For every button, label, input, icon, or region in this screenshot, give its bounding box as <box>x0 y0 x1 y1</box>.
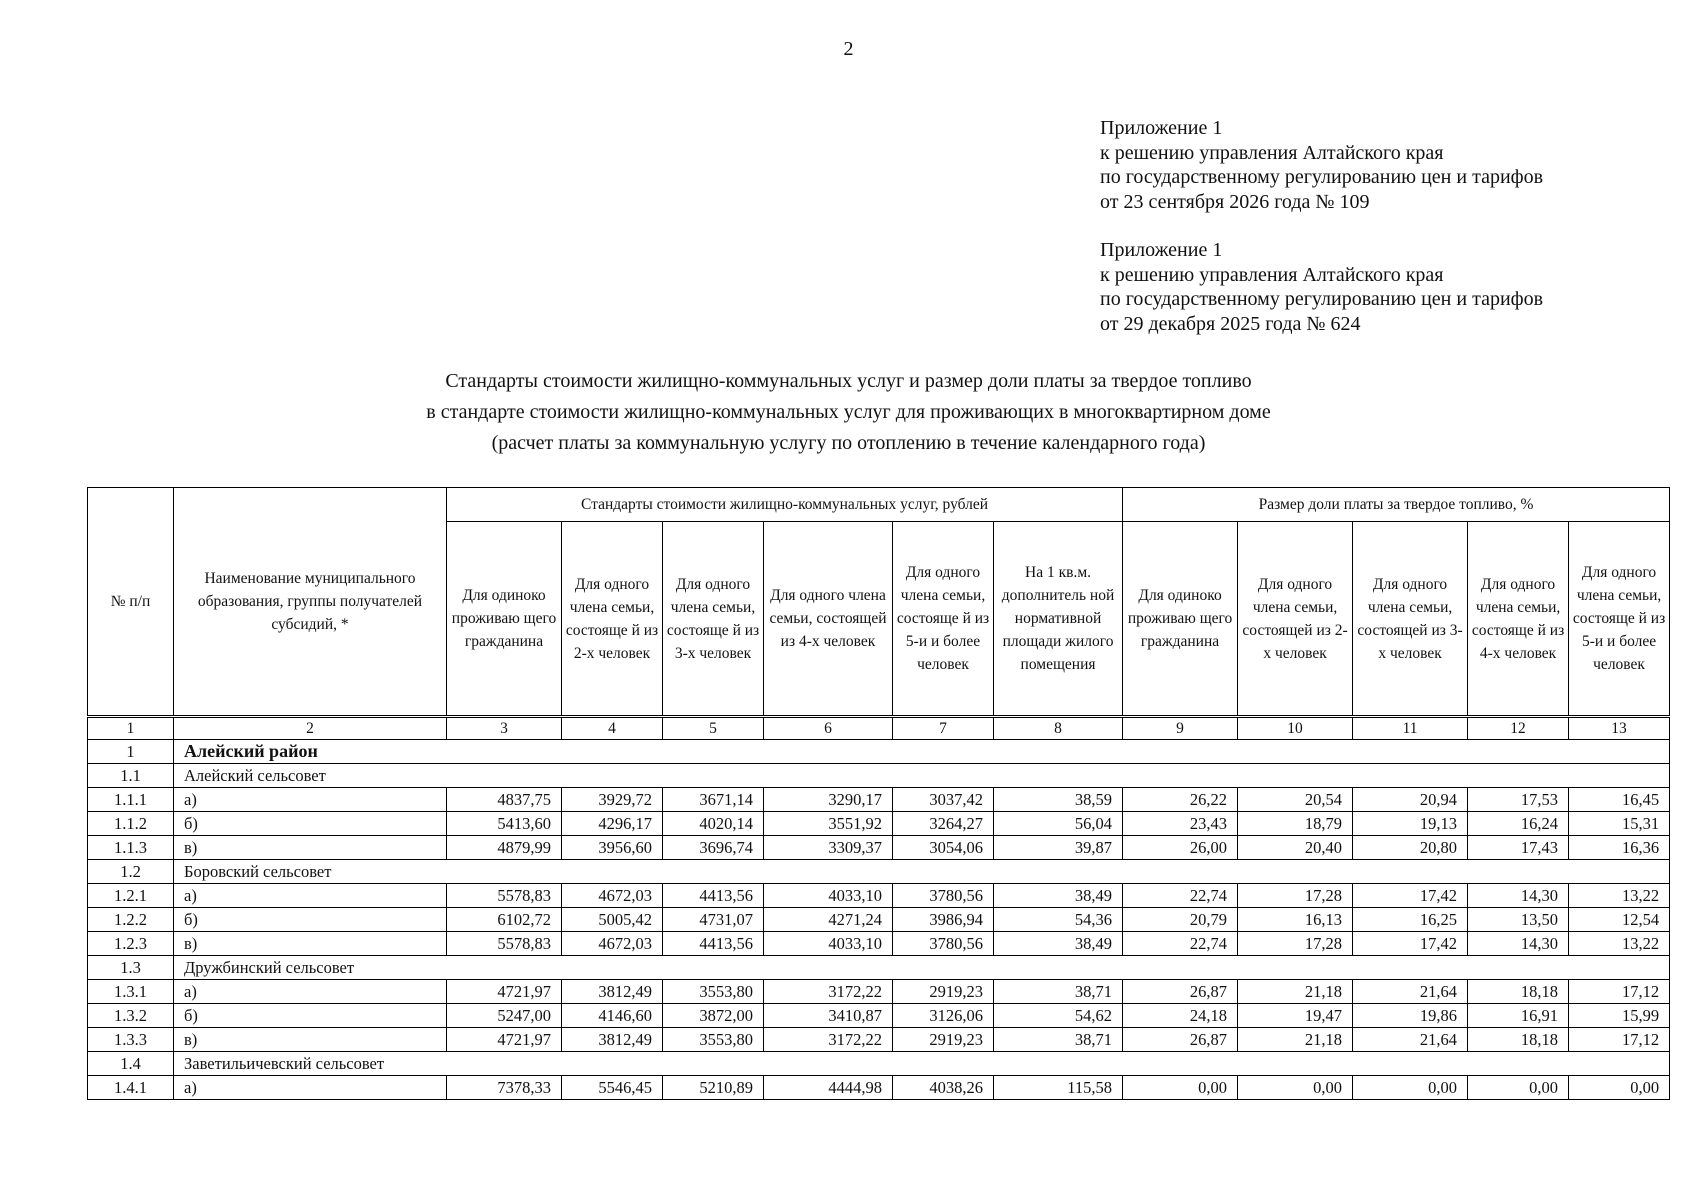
value-cell: 3054,06 <box>893 836 994 860</box>
value-cell: 14,30 <box>1468 884 1569 908</box>
title-line: в стандарте стоимости жилищно-коммунальных услуг для проживающих в многоквартирном доме <box>426 401 1271 423</box>
council-row <box>88 860 1670 884</box>
value-cell: 22,74 <box>1123 884 1238 908</box>
value-cell: 2919,23 <box>893 1028 994 1052</box>
value-cell: 38,71 <box>994 1028 1123 1052</box>
value-cell: 4672,03 <box>562 884 663 908</box>
council-name: Дружбинский сельсовет <box>174 956 1670 980</box>
value-cell: 4146,60 <box>562 1004 663 1028</box>
table-row <box>88 932 1670 956</box>
value-cell: 4672,03 <box>562 932 663 956</box>
header-sub: На 1 кв.м. дополнитель ной нормативной площади жилого помещения <box>994 522 1123 717</box>
value-cell: 4721,97 <box>447 1028 562 1052</box>
district-name: Алейский район <box>174 740 1670 764</box>
value-cell: 115,58 <box>994 1076 1123 1100</box>
value-cell: 18,18 <box>1468 1028 1569 1052</box>
column-number: 13 <box>1569 717 1670 740</box>
value-cell: 2919,23 <box>893 980 994 1004</box>
table-row <box>88 788 1670 812</box>
page-number: 2 <box>843 38 854 60</box>
value-cell: 18,79 <box>1238 812 1353 836</box>
header-sub: Для одиноко проживаю щего гражданина <box>1123 522 1238 717</box>
value-cell: 3037,42 <box>893 788 994 812</box>
value-cell: 18,18 <box>1468 980 1569 1004</box>
value-cell: 3290,17 <box>764 788 893 812</box>
value-cell: 0,00 <box>1238 1076 1353 1100</box>
recipient-group: а) <box>174 1076 447 1100</box>
value-cell: 19,13 <box>1353 812 1468 836</box>
column-number: 8 <box>994 717 1123 740</box>
recipient-group: б) <box>174 812 447 836</box>
row-code: 1.3.3 <box>88 1028 174 1052</box>
table-row <box>88 1004 1670 1028</box>
table-row <box>88 980 1670 1004</box>
column-number: 11 <box>1353 717 1468 740</box>
value-cell: 26,22 <box>1123 788 1238 812</box>
value-cell: 3410,87 <box>764 1004 893 1028</box>
column-number: 1 <box>88 717 174 740</box>
column-number: 3 <box>447 717 562 740</box>
table-body <box>88 740 1670 1100</box>
value-cell: 4413,56 <box>663 884 764 908</box>
value-cell: 4444,98 <box>764 1076 893 1100</box>
title-line: (расчет платы за коммунальную услугу по отоплению в течение календарного года) <box>491 432 1206 454</box>
row-code: 1.1.2 <box>88 812 174 836</box>
recipient-group: а) <box>174 884 447 908</box>
recipient-group: б) <box>174 1004 447 1028</box>
recipient-group: а) <box>174 788 447 812</box>
header-sub: Для одного члена семьи, состояще й из 3-х человек <box>663 522 764 717</box>
value-cell: 3956,60 <box>562 836 663 860</box>
value-cell: 17,43 <box>1468 836 1569 860</box>
value-cell: 4296,17 <box>562 812 663 836</box>
value-cell: 54,62 <box>994 1004 1123 1028</box>
council-code: 1.3 <box>88 956 174 980</box>
value-cell: 16,13 <box>1238 908 1353 932</box>
value-cell: 4033,10 <box>764 932 893 956</box>
value-cell: 5413,60 <box>447 812 562 836</box>
header-sub: Для одиноко проживаю щего гражданина <box>447 522 562 717</box>
value-cell: 3309,37 <box>764 836 893 860</box>
header-sub: Для одного члена семьи, состояще й из 5-и и более человек <box>893 522 994 717</box>
value-cell: 7378,33 <box>447 1076 562 1100</box>
value-cell: 13,22 <box>1569 884 1670 908</box>
column-number: 7 <box>893 717 994 740</box>
value-cell: 21,18 <box>1238 980 1353 1004</box>
value-cell: 4879,99 <box>447 836 562 860</box>
header-row-number: № п/п <box>88 488 174 717</box>
value-cell: 17,12 <box>1569 980 1670 1004</box>
header-sub: Для одного члена семьи, состоящей из 2-х человек <box>1238 522 1353 717</box>
value-cell: 17,42 <box>1353 932 1468 956</box>
value-cell: 38,49 <box>994 884 1123 908</box>
value-cell: 4837,75 <box>447 788 562 812</box>
value-cell: 5578,83 <box>447 932 562 956</box>
value-cell: 21,18 <box>1238 1028 1353 1052</box>
value-cell: 17,12 <box>1569 1028 1670 1052</box>
value-cell: 21,64 <box>1353 980 1468 1004</box>
value-cell: 26,87 <box>1123 1028 1238 1052</box>
recipient-group: а) <box>174 980 447 1004</box>
value-cell: 26,87 <box>1123 980 1238 1004</box>
appendix-line: по государственному регулированию цен и тарифов <box>1100 166 1544 188</box>
header-group-fuel-share: Размер доли платы за твердое топливо, % <box>1123 488 1670 522</box>
value-cell: 3264,27 <box>893 812 994 836</box>
document-title <box>0 366 1697 459</box>
value-cell: 19,47 <box>1238 1004 1353 1028</box>
value-cell: 5005,42 <box>562 908 663 932</box>
recipient-group: в) <box>174 836 447 860</box>
council-row <box>88 956 1670 980</box>
value-cell: 20,94 <box>1353 788 1468 812</box>
value-cell: 16,24 <box>1468 812 1569 836</box>
column-number: 5 <box>663 717 764 740</box>
appendix-line: от 29 декабря 2025 года № 624 <box>1100 312 1361 335</box>
header-group-standards: Стандарты стоимости жилищно-коммунальных услуг, рублей <box>447 488 1123 522</box>
row-code: 1.1.3 <box>88 836 174 860</box>
value-cell: 0,00 <box>1569 1076 1670 1100</box>
value-cell: 3696,74 <box>663 836 764 860</box>
header-sub: Для одного члена семьи, состоящей из 3-х человек <box>1353 522 1468 717</box>
value-cell: 15,99 <box>1569 1004 1670 1028</box>
column-number: 6 <box>764 717 893 740</box>
table-row <box>88 1028 1670 1052</box>
value-cell: 16,25 <box>1353 908 1468 932</box>
value-cell: 16,91 <box>1468 1004 1569 1028</box>
council-name: Боровский сельсовет <box>174 860 1670 884</box>
value-cell: 24,18 <box>1123 1004 1238 1028</box>
value-cell: 15,31 <box>1569 812 1670 836</box>
value-cell: 3812,49 <box>562 1028 663 1052</box>
table-row <box>88 812 1670 836</box>
value-cell: 3929,72 <box>562 788 663 812</box>
value-cell: 16,36 <box>1569 836 1670 860</box>
table-row <box>88 836 1670 860</box>
value-cell: 12,54 <box>1569 908 1670 932</box>
row-code: 1.3.2 <box>88 1004 174 1028</box>
value-cell: 3172,22 <box>764 1028 893 1052</box>
value-cell: 3780,56 <box>893 884 994 908</box>
value-cell: 13,50 <box>1468 908 1569 932</box>
value-cell: 3780,56 <box>893 932 994 956</box>
value-cell: 3126,06 <box>893 1004 994 1028</box>
value-cell: 17,28 <box>1238 932 1353 956</box>
value-cell: 3671,14 <box>663 788 764 812</box>
row-code: 1.2.2 <box>88 908 174 932</box>
row-code: 1.2.3 <box>88 932 174 956</box>
council-code: 1.4 <box>88 1052 174 1076</box>
tariff-standards-table <box>87 487 1670 1100</box>
value-cell: 17,53 <box>1468 788 1569 812</box>
value-cell: 4721,97 <box>447 980 562 1004</box>
value-cell: 56,04 <box>994 812 1123 836</box>
value-cell: 3172,22 <box>764 980 893 1004</box>
value-cell: 54,36 <box>994 908 1123 932</box>
value-cell: 6102,72 <box>447 908 562 932</box>
column-number: 9 <box>1123 717 1238 740</box>
value-cell: 4731,07 <box>663 908 764 932</box>
value-cell: 20,80 <box>1353 836 1468 860</box>
value-cell: 5546,45 <box>562 1076 663 1100</box>
value-cell: 38,49 <box>994 932 1123 956</box>
header-sub: Для одного члена семьи, состояще й из 2-х человек <box>562 522 663 717</box>
column-number: 2 <box>174 717 447 740</box>
council-name: Алейский сельсовет <box>174 764 1670 788</box>
value-cell: 0,00 <box>1353 1076 1468 1100</box>
appendix-note-previous <box>1100 238 1543 336</box>
row-code: 1.4.1 <box>88 1076 174 1100</box>
value-cell: 19,86 <box>1353 1004 1468 1028</box>
header-sub: Для одного члена семьи, состояще й из 4-х человек <box>1468 522 1569 717</box>
council-row <box>88 764 1670 788</box>
header-sub: Для одного члена семьи, состоящей из 4-х человек <box>764 522 893 717</box>
value-cell: 20,79 <box>1123 908 1238 932</box>
appendix-line: к решению управления Алтайского края <box>1100 141 1444 164</box>
appendix-line: к решению управления Алтайского края <box>1100 263 1444 286</box>
value-cell: 17,42 <box>1353 884 1468 908</box>
value-cell: 3986,94 <box>893 908 994 932</box>
appendix-line: по государственному регулированию цен и тарифов <box>1100 288 1544 310</box>
value-cell: 4038,26 <box>893 1076 994 1100</box>
value-cell: 4413,56 <box>663 932 764 956</box>
value-cell: 26,00 <box>1123 836 1238 860</box>
value-cell: 4271,24 <box>764 908 893 932</box>
row-code: 1.3.1 <box>88 980 174 1004</box>
value-cell: 16,45 <box>1569 788 1670 812</box>
value-cell: 17,28 <box>1238 884 1353 908</box>
value-cell: 5578,83 <box>447 884 562 908</box>
value-cell: 0,00 <box>1123 1076 1238 1100</box>
value-cell: 14,30 <box>1468 932 1569 956</box>
value-cell: 13,22 <box>1569 932 1670 956</box>
district-row <box>88 740 1670 764</box>
row-code: 1.2.1 <box>88 884 174 908</box>
column-number: 10 <box>1238 717 1353 740</box>
value-cell: 3872,00 <box>663 1004 764 1028</box>
value-cell: 38,59 <box>994 788 1123 812</box>
council-code: 1.2 <box>88 860 174 884</box>
value-cell: 3553,80 <box>663 1028 764 1052</box>
recipient-group: в) <box>174 1028 447 1052</box>
value-cell: 39,87 <box>994 836 1123 860</box>
value-cell: 3812,49 <box>562 980 663 1004</box>
header-sub: Для одного члена семьи, состояще й из 5-и и более человек <box>1569 522 1670 717</box>
value-cell: 22,74 <box>1123 932 1238 956</box>
value-cell: 4020,14 <box>663 812 764 836</box>
value-cell: 23,43 <box>1123 812 1238 836</box>
appendix-note-current <box>1100 116 1543 214</box>
table-row <box>88 908 1670 932</box>
council-code: 1.1 <box>88 764 174 788</box>
value-cell: 20,54 <box>1238 788 1353 812</box>
district-code: 1 <box>88 740 174 764</box>
council-row <box>88 1052 1670 1076</box>
value-cell: 5210,89 <box>663 1076 764 1100</box>
appendix-line: Приложение 1 <box>1100 239 1223 261</box>
column-number: 4 <box>562 717 663 740</box>
header-municipality-name: Наименование муниципального образования, группы получателей субсидий, * <box>174 488 447 717</box>
table-row <box>88 1076 1670 1100</box>
value-cell: 3553,80 <box>663 980 764 1004</box>
value-cell: 0,00 <box>1468 1076 1569 1100</box>
value-cell: 38,71 <box>994 980 1123 1004</box>
title-line: Стандарты стоимости жилищно-коммунальных услуг и размер доли платы за твердое топливо <box>445 370 1252 392</box>
value-cell: 4033,10 <box>764 884 893 908</box>
recipient-group: б) <box>174 908 447 932</box>
council-name: Заветильичевский сельсовет <box>174 1052 1670 1076</box>
appendix-line: от 23 сентября 2026 года № 109 <box>1100 190 1370 213</box>
appendix-line: Приложение 1 <box>1100 117 1223 139</box>
table-row <box>88 884 1670 908</box>
row-code: 1.1.1 <box>88 788 174 812</box>
recipient-group: в) <box>174 932 447 956</box>
value-cell: 20,40 <box>1238 836 1353 860</box>
value-cell: 21,64 <box>1353 1028 1468 1052</box>
value-cell: 3551,92 <box>764 812 893 836</box>
value-cell: 5247,00 <box>447 1004 562 1028</box>
column-number: 12 <box>1468 717 1569 740</box>
